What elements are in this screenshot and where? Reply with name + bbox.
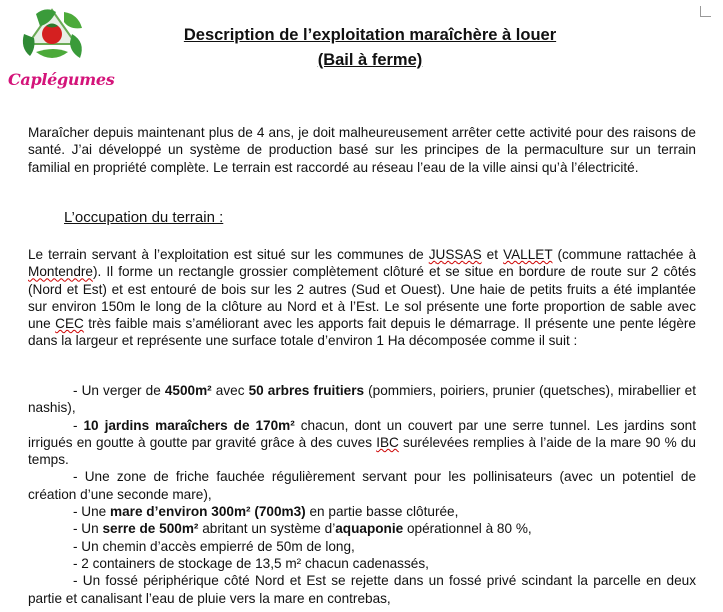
land-use-list: [28, 382, 696, 607]
intro-paragraph: Maraîcher depuis maintenant plus de 4 ans, je doit malheureusement arrêter cette activité pour des raisons de santé. J’ai développé un système de production basé sur les principes de la permaculture sur un terrain familial en propriété complète. Le terrain est raccordé au réseau l’eau de la ville ainsi qu’à l’électricité.: [28, 125, 696, 175]
list-item: - Une zone de friche fauchée régulièrement servant pour les pollinisateurs (avec un potentiel de création d’une seconde mare),: [28, 469, 696, 502]
list-item: - 2 containers de stockage de 13,5 m² chacun cadenassés,: [73, 555, 429, 571]
list-item: - Un verger de 4500m² avec 50 arbres fruitiers (pommiers, poiriers, prunier (quetsches), mirabellier et nashis),: [28, 383, 696, 416]
list-item: - Une mare d’environ 300m² (700m3) en partie basse clôturée,: [73, 504, 459, 520]
document-subtitle: (Bail à ferme): [317, 51, 423, 69]
list-item: - Un fossé périphérique côté Nord et Est se rejette dans un fossé privé scindant la parcelle en deux partie et canalisant l’eau de pluie vers la mare en contrebas,: [28, 573, 696, 606]
document-title: Description de l’exploitation maraîchère à louer: [183, 26, 557, 44]
caplegumes-logo: [6, 4, 115, 104]
logo-text: Caplégumes: [8, 70, 115, 89]
leaf-logo-icon: [6, 4, 98, 74]
list-item: - Un serre de 500m² abritant un système d’aquaponie opérationnel à 80 %,: [73, 521, 532, 537]
section-heading: L’occupation du terrain :: [64, 209, 224, 226]
page-corner-mark: [700, 6, 711, 17]
list-item: - Un chemin d’accès empierré de 50m de long,: [73, 538, 355, 554]
list-item: - 10 jardins maraîchers de 170m² chacun, dont un couvert par une serre tunnel. Les jardins sont irrigués en goutte à goutte par gravité grâce à des cuves IBC surélevées remplies à l’aide de la mare 90 % du temps.: [28, 417, 696, 468]
land-description-paragraph: Le terrain servant à l’exploitation est situé sur les communes de JUSSAS et VALLET (commune rattachée à Montendre). Il forme un rectangle grossier complètement clôturé et se situe en bordure de route sur 2 côtés (Nord et Est) et est entouré de bois sur les 2 autres (Sud et Ouest). Une haie de petits fruits a été implantée sur environ 150m le long de la clôture au Nord et à l’Est. Le sol présente une forte proportion de sable avec une CEC très faible mais s’améliorant avec les apports fait depuis le démarrage. Il présente une pente légère dans la largeur et représente une surface totale d’environ 1 Ha décomposée comme il suit :: [28, 247, 697, 349]
